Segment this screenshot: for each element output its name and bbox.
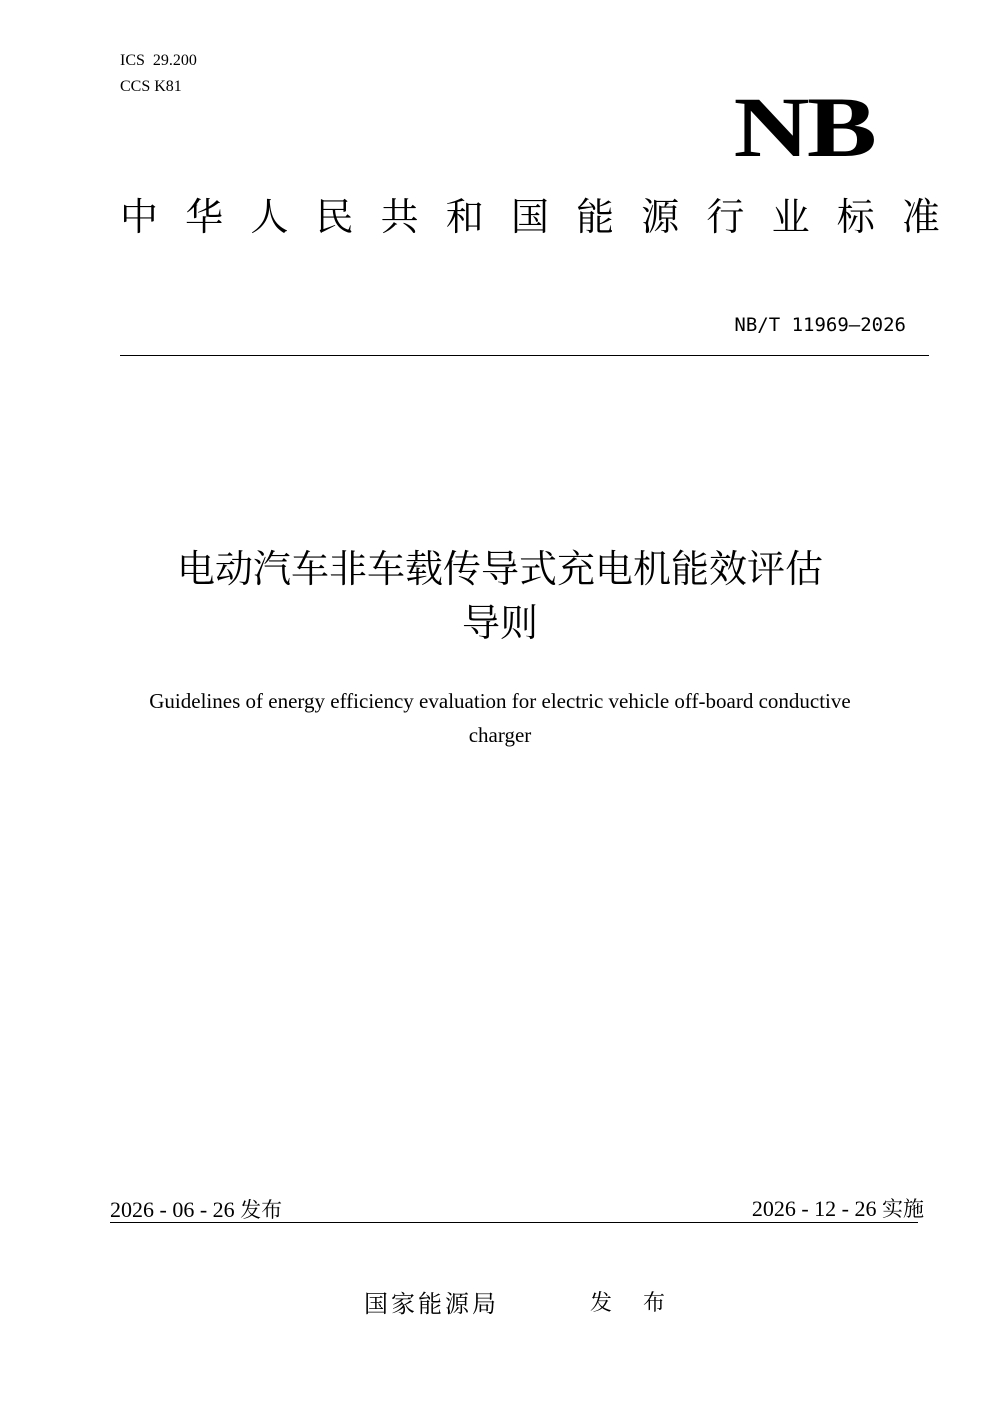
- heading-char: 国: [510, 195, 549, 239]
- heading-char: 民: [315, 195, 354, 239]
- issuing-authority: 国家能源局: [364, 1290, 499, 1318]
- heading-char: 标: [836, 195, 875, 239]
- publish-date-value: 2026 - 06 - 26: [110, 1197, 235, 1222]
- standard-type-heading: [120, 192, 940, 242]
- chinese-title-line-2: 导则: [461, 601, 538, 645]
- ics-code: ICS 29.200: [120, 52, 197, 69]
- heading-char: 人: [250, 195, 289, 239]
- heading-char: 和: [445, 195, 484, 239]
- english-title-line-1: Guidelines of energy efficiency evaluation for electric vehicle off-board conductive: [149, 689, 851, 713]
- chinese-title-line-1: 电动汽车非车载传导式充电机能效评估: [176, 547, 823, 591]
- issue-label: 发 布: [590, 1291, 677, 1316]
- standard-number: NB/T 11969—2026: [734, 314, 906, 336]
- implement-date-label: 实施: [882, 1197, 924, 1221]
- publish-date-label: 发布: [240, 1198, 283, 1222]
- implement-date-value: 2026 - 12 - 26: [751, 1196, 877, 1221]
- heading-char: 华: [185, 195, 224, 239]
- heading-char: 业: [771, 195, 810, 239]
- publish-date: [110, 1195, 282, 1225]
- heading-char: 准: [901, 195, 940, 239]
- implement-date: [752, 1194, 924, 1224]
- english-title: [100, 684, 900, 752]
- english-title-line-2: charger: [468, 723, 532, 747]
- ccs-code: CCS K81: [120, 78, 182, 95]
- nb-logo: NB: [733, 79, 874, 175]
- bottom-divider: [110, 1222, 918, 1223]
- heading-char: 中: [120, 195, 159, 239]
- top-divider: [120, 355, 929, 356]
- heading-char: 行: [706, 195, 745, 239]
- chinese-title: [0, 542, 1000, 650]
- heading-char: 共: [380, 195, 419, 239]
- heading-char: 能: [576, 195, 615, 239]
- heading-char: 源: [641, 195, 680, 239]
